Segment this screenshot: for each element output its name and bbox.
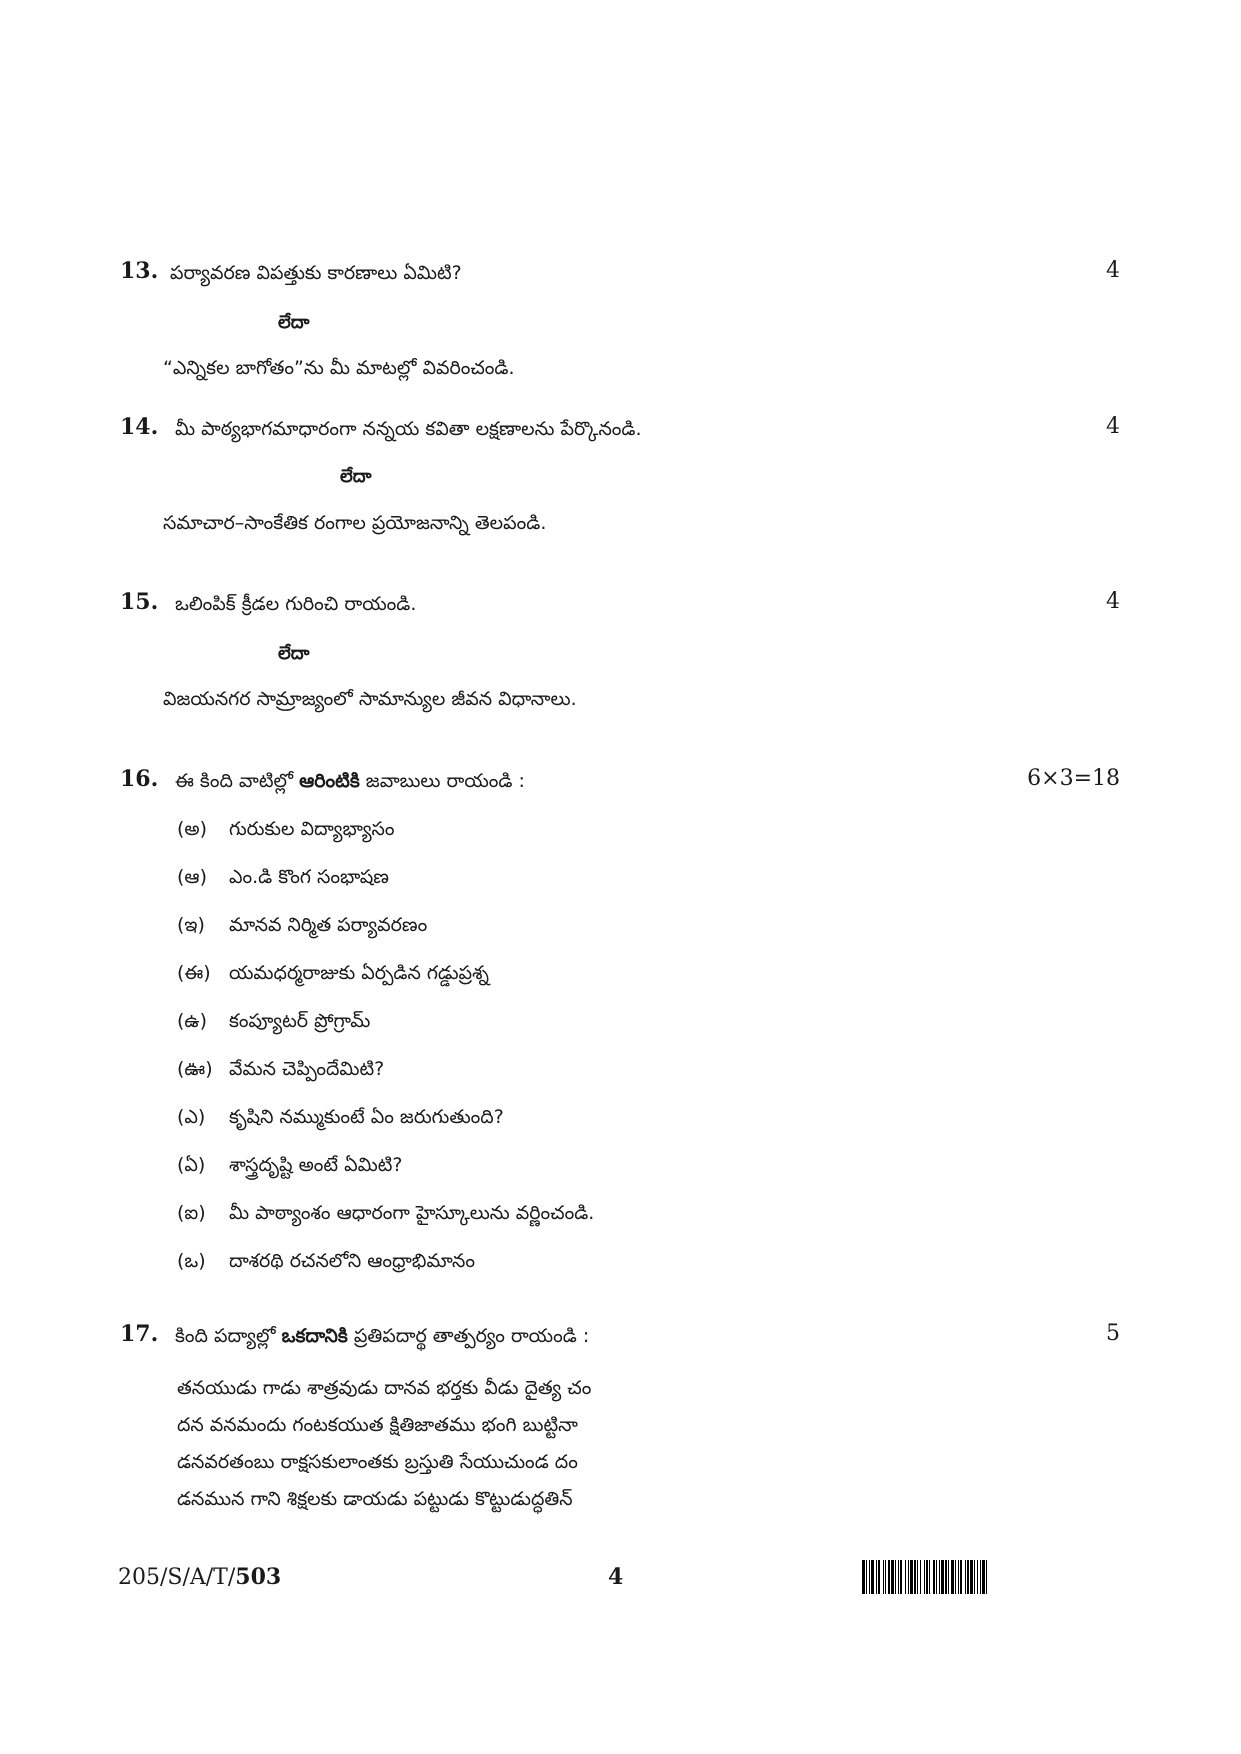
option-item	[177, 1106, 504, 1133]
option-text: శాస్త్రదృష్టి అంటే ఏమిటి?	[229, 1154, 403, 1176]
question-marks: 4	[1106, 589, 1120, 614]
option-text: మానవ నిర్మిత పర్యావరణం	[229, 914, 428, 936]
question-marks: 4	[1106, 414, 1120, 439]
question-number: 14.	[120, 414, 159, 440]
question-text-part: కింది పద్యాల్లో	[175, 1325, 282, 1347]
option-text: మీ పాఠ్యాంశం ఆధారంగా హైస్కూలును వర్ణించండి.	[229, 1202, 595, 1224]
paper-code	[118, 1564, 281, 1590]
option-text: కంప్యూటర్ ప్రోగ్రామ్	[229, 1010, 371, 1032]
option-label: (ఐ)	[177, 1202, 206, 1224]
paper-code-number: 503	[235, 1564, 282, 1590]
question-marks: 6×3=18	[1027, 766, 1120, 791]
option-label: (ఈ)	[177, 962, 211, 984]
poem-line: తనయుడు గాడు శాత్రవుడు దానవ భర్తకు వీడు దైత్య చం	[177, 1377, 592, 1399]
alternative-question: విజయనగర సామ్రాజ్యంలో సామాన్యుల జీవన విధానాలు.	[163, 688, 577, 710]
option-item	[177, 1202, 594, 1229]
option-label: (ఊ)	[177, 1058, 213, 1080]
question-text-emphasis: ఒకదానికి	[281, 1325, 348, 1347]
question-marks: 4	[1106, 258, 1120, 283]
alternative-question: సమాచార–సాంకేతిక రంగాల ప్రయోజనాన్ని తెలపండి.	[163, 512, 547, 534]
option-label: (ఏ)	[177, 1154, 206, 1176]
paper-code-prefix: 205/S/A/T/	[118, 1565, 236, 1590]
question-text	[175, 770, 525, 797]
poem-line: దన వనమందు గంటకయుత క్షితిజాతము భంగి బుట్టినా	[177, 1414, 578, 1436]
question-text-emphasis: ఆరింటికి	[299, 770, 360, 792]
option-label: (ఉ)	[177, 1010, 207, 1032]
option-label: (ఇ)	[177, 914, 205, 936]
option-text: యమధర్మరాజుకు ఏర్పడిన గడ్డుప్రశ్న	[229, 962, 489, 984]
option-item	[177, 866, 389, 893]
or-label: లేదా	[278, 643, 310, 664]
question-number: 13.	[120, 258, 159, 284]
question-text-part: ఈ కింది వాటిల్లో	[175, 770, 300, 792]
option-item	[177, 1250, 475, 1277]
option-label: (ఎ)	[177, 1106, 206, 1128]
option-text: వేమన చెప్పిందేమిటి?	[229, 1058, 385, 1080]
question-text: ఒలింపిక్ క్రీడల గురించి రాయండి.	[175, 593, 417, 615]
question-text: మీ పాఠ్యభాగమాధారంగా నన్నయ కవితా లక్షణాలను పేర్కొనండి.	[175, 418, 642, 440]
question-number: 16.	[120, 766, 159, 792]
alternative-question: “ఎన్నికల బాగోతం”ను మీ మాటల్లో వివరించండి.	[163, 357, 515, 379]
option-item	[177, 1058, 384, 1085]
barcode-stripe	[987, 1560, 989, 1594]
option-label: (ఒ)	[177, 1250, 206, 1272]
poem-line: డనవరతంబు రాక్షసకులాంతకు బ్రస్తుతి సేయుచుండ దం	[177, 1451, 578, 1473]
or-label: లేదా	[278, 312, 310, 333]
option-item	[177, 914, 427, 941]
option-text: గురుకుల విద్యాభ్యాసం	[229, 818, 395, 840]
question-number: 15.	[120, 589, 159, 615]
option-text: ఎం.డి కొంగ సంభాషణ	[229, 866, 389, 888]
question-number: 17.	[120, 1321, 159, 1347]
question-text: పర్యావరణ విపత్తుకు కారణాలు ఏమిటి?	[170, 262, 462, 284]
option-item	[177, 962, 489, 989]
option-item	[177, 1010, 370, 1037]
option-item	[177, 1154, 403, 1181]
poem-line: డనమున గాని శిక్షలకు డాయడు పట్టుడు కొట్టుడుద్ధతిన్	[177, 1488, 573, 1510]
page-number: 4	[608, 1564, 624, 1590]
or-label: లేదా	[340, 466, 372, 487]
question-marks: 5	[1106, 1321, 1120, 1346]
option-text: దాశరథి రచనలోని ఆంధ్రాభిమానం	[229, 1250, 476, 1272]
option-text: కృషిని నమ్ముకుంటే ఏం జరుగుతుంది?	[229, 1106, 504, 1128]
question-text-part: జవాబులు రాయండి :	[359, 770, 525, 792]
question-text-part: ప్రతిపదార్థ తాత్పర్యం రాయండి :	[347, 1325, 590, 1347]
option-label: (ఆ)	[177, 866, 207, 888]
option-item	[177, 818, 395, 845]
question-text	[175, 1325, 589, 1352]
barcode-icon	[862, 1560, 1120, 1594]
option-label: (అ)	[177, 818, 208, 840]
